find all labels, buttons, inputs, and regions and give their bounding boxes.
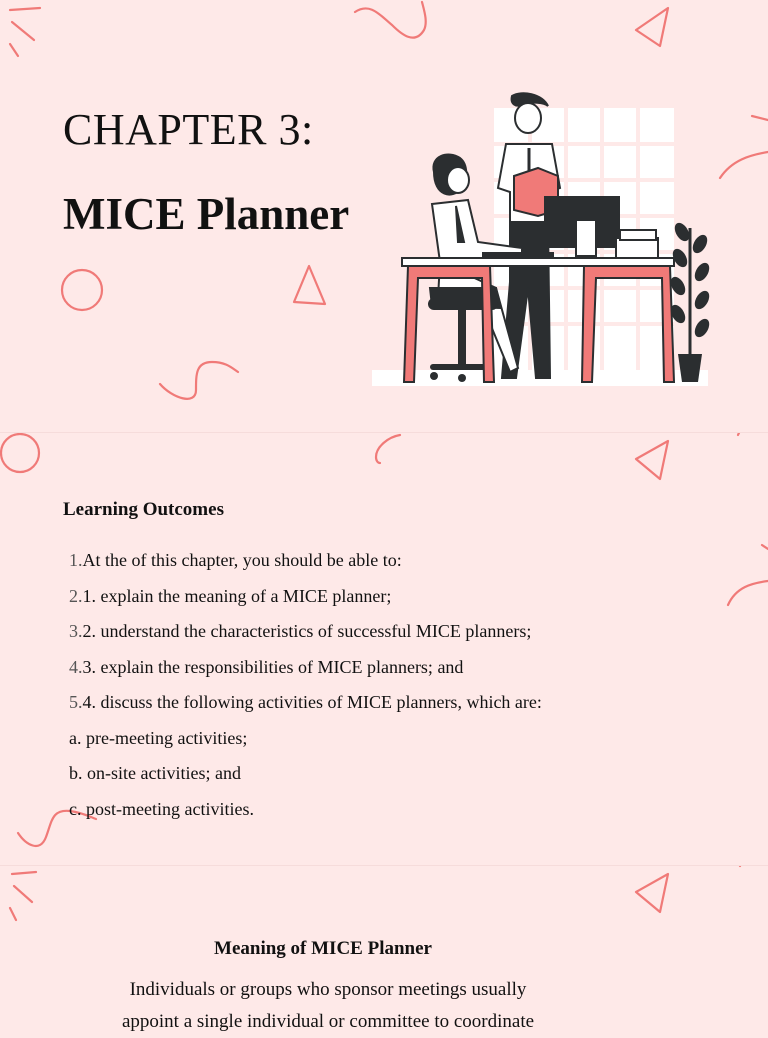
circle-decoration — [1, 434, 39, 472]
squiggle-decoration — [738, 433, 768, 435]
triangle-decoration — [636, 8, 668, 46]
squiggle-decoration — [720, 152, 768, 178]
list-number: 2. — [69, 585, 83, 606]
triangle-decoration — [294, 266, 325, 304]
list-item — [69, 543, 542, 579]
list-text: b. on-site activities; and — [69, 763, 241, 783]
learning-outcomes-page — [0, 433, 768, 865]
dash-decoration — [10, 8, 40, 56]
squiggle-decoration — [728, 581, 768, 605]
dash-decoration — [752, 116, 768, 120]
learning-outcomes-list — [69, 543, 542, 827]
chapter-label: CHAPTER 3: — [63, 105, 314, 154]
list-text: At the of this chapter, you should be able to: — [82, 550, 402, 570]
list-item — [69, 792, 542, 828]
list-item — [69, 579, 542, 615]
list-number: 3. — [69, 621, 83, 641]
list-text: 4. discuss the following activities of MICE planners, which are: — [82, 692, 542, 712]
office-illustration — [372, 92, 712, 388]
circle-decoration — [62, 270, 102, 310]
learning-outcomes-heading: Learning Outcomes — [63, 499, 224, 520]
list-text: a. pre-meeting activities; — [69, 727, 248, 748]
squiggle-decoration — [355, 2, 426, 38]
list-text: c. post-meeting activities. — [69, 798, 254, 819]
body-line: Individuals or groups who sponsor meetings usually — [129, 979, 527, 1000]
list-item — [69, 650, 542, 686]
section-heading: Meaning of MICE Planner — [214, 938, 432, 959]
list-item — [69, 614, 542, 650]
plant — [668, 220, 712, 382]
page-title: MICE Planner — [63, 189, 350, 239]
list-item — [69, 756, 542, 792]
dash-decoration — [10, 872, 36, 920]
triangle-decoration — [636, 441, 668, 479]
list-number: 5. — [69, 692, 83, 712]
list-text: 1. explain the meaning of a MICE planner; — [82, 585, 392, 606]
cover-page — [0, 0, 768, 432]
list-text: 3. explain the responsibilities of MICE planners; and — [82, 656, 464, 677]
list-number: 4. — [69, 656, 83, 677]
body-text — [100, 974, 556, 1038]
list-text: 2. understand the characteristics of successful MICE planners; — [82, 621, 532, 641]
list-item — [69, 685, 542, 721]
list-number: 1. — [69, 550, 83, 570]
body-line: appoint a single individual or committee to coordinate — [121, 1011, 535, 1032]
printer — [616, 230, 658, 258]
triangle-decoration — [636, 874, 668, 912]
squiggle-decoration — [160, 362, 238, 399]
dash-decoration — [762, 545, 768, 549]
list-item — [69, 721, 542, 757]
squiggle-decoration — [376, 435, 400, 463]
meaning-page — [0, 866, 768, 1032]
